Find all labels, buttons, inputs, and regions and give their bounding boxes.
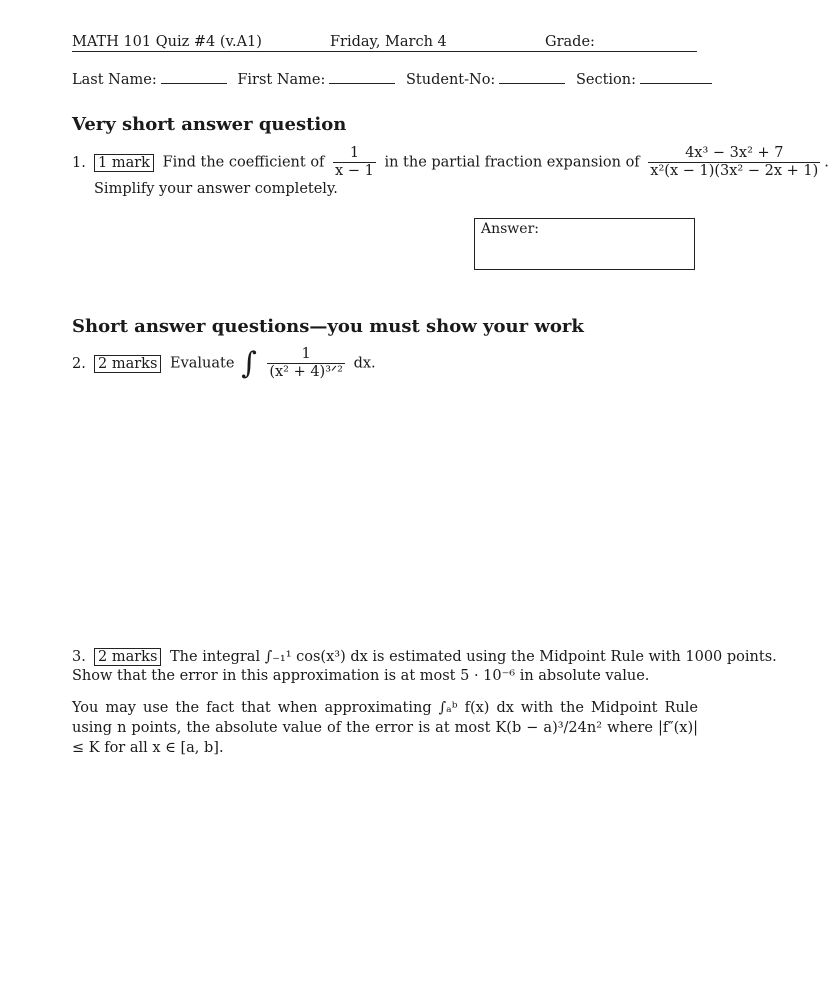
section-label: Section:	[575, 72, 636, 88]
question-number: 3.	[72, 649, 86, 665]
q2-text: Evaluate	[170, 355, 235, 372]
q1-expression-numerator: 4x³ − 3x² + 7	[685, 145, 784, 161]
question-3	[72, 648, 777, 666]
q1-text-b: in the partial fraction expansion of	[384, 154, 640, 171]
q3-line2: Show that the error in this approximation is at most 5 · 10⁻⁶ in absolute value.	[72, 668, 650, 684]
last-name-blank[interactable]	[161, 82, 227, 84]
q2-fraction-denominator: (x² + 4)³ᐟ²	[269, 364, 343, 380]
course-title: MATH 101 Quiz #4 (v.A1)	[72, 34, 262, 50]
q1-fraction-numerator: 1	[349, 145, 360, 161]
last-name-label: Last Name:	[72, 72, 157, 88]
name-fields-row	[72, 72, 716, 88]
q1-fraction-denominator: x − 1	[335, 163, 374, 179]
q2-dx: dx.	[353, 355, 376, 372]
q1-expression	[648, 145, 820, 180]
q1-text-a: Find the coefficient of	[162, 154, 325, 171]
question-1	[72, 145, 829, 180]
answer-label: Answer:	[481, 221, 539, 237]
q1-expression-denominator: x²(x − 1)(3x² − 2x + 1)	[650, 163, 819, 179]
section-title-very-short: Very short answer question	[72, 114, 347, 135]
marks-badge: 2 marks	[94, 648, 161, 666]
q2-fraction-numerator: 1	[301, 346, 311, 362]
question-2	[72, 346, 376, 381]
quiz-date: Friday, March 4	[330, 34, 447, 50]
section-title-short-answer: Short answer questions—you must show your work	[72, 316, 584, 337]
marks-badge: 1 mark	[94, 154, 154, 172]
integral-sign: ∫	[241, 345, 257, 381]
student-no-blank[interactable]	[499, 82, 565, 84]
section-blank[interactable]	[640, 82, 712, 84]
first-name-blank[interactable]	[329, 82, 395, 84]
marks-badge: 2 marks	[94, 355, 161, 373]
question-number: 1.	[72, 154, 86, 171]
q3-paragraph: You may use the fact that when approximating ∫ₐᵇ f(x) dx with the Midpoint Rule using n points, the absolute value of the error is at most K(b − a)³/24n² where |f″(x)| ≤ K for all x ∈ [a, b].	[72, 700, 698, 756]
question-number: 2.	[72, 355, 86, 372]
q1-period: .	[824, 154, 829, 171]
q1-fraction	[333, 145, 376, 180]
first-name-label: First Name:	[237, 72, 326, 88]
answer-box[interactable]	[474, 218, 695, 270]
q3-line1: The integral ∫₋₁¹ cos(x³) dx is estimated using the Midpoint Rule with 1000 points.	[170, 649, 777, 665]
grade-label: Grade:	[545, 34, 595, 50]
student-no-label: Student-No:	[405, 72, 496, 88]
header-rule	[72, 51, 697, 52]
q1-line2: Simplify your answer completely.	[94, 181, 338, 197]
q2-fraction	[267, 346, 345, 381]
